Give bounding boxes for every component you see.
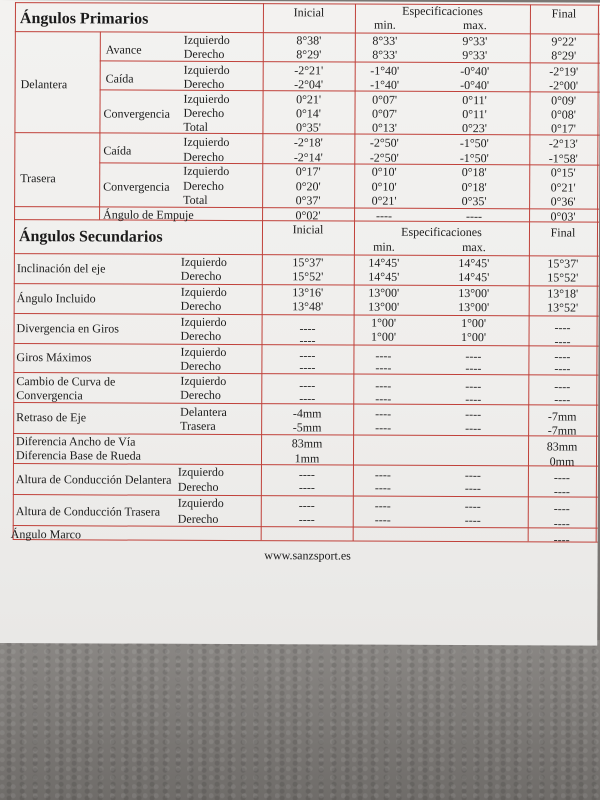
sub-label: Derecho [180,298,222,313]
cell-final: 0°15' [550,165,576,180]
sub-label: Derecho [183,46,225,61]
cell-final: 0°08' [550,107,577,122]
cell-final: -1°58' [548,151,578,166]
cell-final: -7mm [547,409,577,424]
cell-final: ---- [553,470,570,485]
cell-final: -2°19' [549,64,579,79]
cell-min: 14°45' [368,255,400,270]
cell-min: 0°10' [371,179,397,194]
cell-min: ---- [374,498,391,513]
rule [13,539,598,543]
cell-min: ---- [374,512,391,527]
cell-initial: 8°29' [296,47,322,62]
sub-label: Izquierdo [183,91,230,107]
cell-initial: 0°14' [295,106,322,121]
sub-label: Izquierdo [183,32,230,48]
label-cambio-2: Convergencia [16,388,83,403]
cell-final: 15°37' [547,256,579,271]
cell-max: 0°11' [462,93,487,108]
cell-initial: 15°37' [292,255,324,270]
cell-initial: -5mm [292,420,322,435]
primary-angles-title: Ángulos Primarios [19,10,149,28]
label-altura-trasera: Altura de Conducción Trasera [15,504,161,519]
cell-final: ---- [554,361,571,376]
cell-final: 13°52' [547,300,579,315]
sub-label: Izquierdo [177,464,224,479]
sub-label: Izquierdo [180,373,227,388]
cell-max: 9°33' [462,34,488,49]
cell-min: 1°00' [371,315,397,330]
cell-initial: 13°16' [292,285,324,300]
cell-min: 14°45' [368,269,400,284]
cell-max: ---- [465,379,482,394]
cell-min: ---- [374,480,391,495]
cell-final: 0°21' [550,180,576,195]
sub-label: Izquierdo [183,163,230,179]
cell-initial: 8°38' [296,33,322,48]
cell-initial: ---- [299,333,316,348]
floor-background [0,640,600,800]
sub-label: Derecho [180,387,221,402]
cell-initial: ---- [298,512,315,527]
cell-initial: 0°35' [295,120,321,135]
sub-label: Derecho [183,149,224,164]
cell-initial: ---- [299,360,316,375]
group-delantera: Delantera [20,77,68,92]
cell-max: 13°00' [458,286,490,301]
cell-final: ---- [553,532,570,547]
cell-initial: 15°52' [292,269,324,284]
cell-min: 0°07' [372,92,398,107]
cell-max: ---- [465,349,482,364]
col-max-header: max. [463,18,487,33]
sub-label: Derecho [180,358,222,373]
cell-max: 1°00' [461,316,487,331]
sub-label: Izquierdo [183,134,230,150]
cell-final: -2°00' [549,78,579,93]
cell-final: 0°17' [550,121,576,136]
cell-max: 0°11' [462,107,487,122]
cell-min: 1°00' [371,329,397,344]
col-specs-header: Especificaciones [402,3,483,19]
cell-final: 0°03' [550,209,576,224]
label-retraso: Retraso de Eje [16,410,87,425]
cell-initial: ---- [299,378,316,393]
sub-label: Derecho [183,178,224,193]
label-ancho: Diferencia Ancho de Vía [16,434,136,449]
label-marco: Ángulo Marco [10,527,82,542]
sub-label: Izquierdo [177,495,224,510]
cell-max: ---- [465,361,482,376]
cell-initial: 0°20' [295,179,321,194]
cell-final: ---- [554,349,571,364]
cell-max: -0°40' [460,78,490,93]
col-final-header: Final [551,6,577,21]
label-empuje: Ángulo de Empuje [103,207,194,222]
cell-min: 0°21' [371,193,397,208]
cell-min: ---- [375,348,392,363]
sub-label: Izquierdo [180,314,227,329]
cell-max: -0°40' [460,64,490,79]
cell-min: ---- [375,391,392,406]
cell-min: 8°33' [372,47,398,62]
cell-initial: ---- [298,480,315,495]
col-specs-header: Especificaciones [401,224,482,240]
cell-max: ---- [464,481,481,496]
cell-min: ---- [374,467,391,482]
sub-label: Total [183,119,208,134]
group-trasera: Trasera [20,171,56,186]
cell-max: ---- [464,499,481,514]
cell-final: -7mm [547,423,577,438]
cell-initial: 0°17' [295,164,321,179]
label-caida-front: Caída [105,71,134,86]
cell-initial: 0°37' [295,193,321,208]
cell-final: 0mm [549,454,575,469]
cell-min: 0°10' [371,164,397,179]
cell-max: ---- [465,407,482,422]
sub-label: Trasera [180,418,216,433]
cell-min: 0°07' [371,106,398,121]
label-base: Diferencia Base de Rueda [15,448,141,463]
sub-label: Derecho [180,328,222,343]
cell-min: -1°40' [370,63,400,78]
label-divergencia: Divergencia en Giros [16,321,120,336]
cell-final: ---- [554,334,571,349]
cell-final: 13°18' [547,286,579,301]
label-altura-delantera: Altura de Conducción Delantera [15,472,172,487]
sub-label: Derecho [183,76,225,91]
cell-min: ---- [375,420,392,435]
cell-max: 14°45' [458,256,490,271]
sub-label: Izquierdo [180,254,227,269]
cell-initial: -2°21' [294,63,324,78]
cell-min: 13°00' [368,299,400,314]
cell-min: -2°50' [369,150,399,165]
cell-final: ---- [553,484,570,499]
cell-max: 0°35' [461,194,487,209]
label-convergencia-rear: Convergencia [103,179,170,194]
label-caida-rear: Caída [103,143,132,158]
cell-final: 8°29' [551,48,577,63]
col-final-header: Final [550,225,576,240]
cell-initial: ---- [299,391,316,406]
label-cambio-1: Cambio de Curva de [16,374,116,389]
cell-final: 9°22' [551,34,577,49]
cell-max: ---- [464,468,481,483]
cell-initial: 13°48' [292,299,324,314]
cell-final: ---- [554,392,571,407]
sub-label: Derecho [177,511,219,526]
col-min-header: min. [374,17,396,32]
cell-final: ---- [553,516,570,531]
footer-url: www.sanzsport.es [264,548,351,563]
cell-initial: 83mm [291,436,323,451]
label-giros: Giros Máximos [16,350,92,365]
cell-initial: -2°18' [293,135,323,150]
cell-min: ---- [375,406,392,421]
cell-initial: 0°21' [296,92,322,107]
cell-initial: -2°14' [293,150,323,165]
sub-label: Derecho [183,105,225,120]
sub-label: Total [183,192,208,207]
cell-max: 0°18' [461,180,487,195]
cell-max: 13°00' [458,300,490,315]
label-convergencia-front: Convergencia [103,106,170,121]
cell-max: ---- [465,421,482,436]
cell-final: -2°13' [548,136,578,151]
sub-label: Derecho [180,268,222,283]
cell-min: ---- [376,208,393,223]
sub-label: Delantera [180,404,227,419]
cell-final: ---- [553,501,570,516]
cell-min: 13°00' [368,285,400,300]
cell-initial: -4mm [292,406,322,421]
sub-label: Izquierdo [183,62,230,78]
sub-label: Izquierdo [180,284,227,299]
col-initial-header: Inicial [293,5,325,20]
cell-initial: ---- [299,348,316,363]
cell-initial: ---- [298,498,315,513]
cell-max: 1°00' [461,330,487,345]
cell-final: 0°09' [551,93,577,108]
cell-max: ---- [464,513,481,528]
cell-min: -2°50' [369,135,399,150]
cell-initial: 0°02' [295,208,321,223]
cell-max: 0°18' [461,165,487,180]
cell-initial: 1mm [294,451,320,466]
cell-max: 9°33' [462,48,488,63]
cell-initial: ---- [298,467,315,482]
cell-initial: ---- [299,321,316,336]
cell-min: ---- [375,378,392,393]
col-initial-header: Inicial [292,222,324,237]
cell-final: 83mm [546,439,578,454]
label-incluido: Ángulo Incluido [16,291,96,306]
cell-min: -1°40' [370,77,400,92]
cell-max: ---- [465,392,482,407]
sub-label: Izquierdo [180,344,227,359]
cell-max: ---- [466,209,483,224]
col-max-header: max. [462,240,486,255]
rule [99,31,101,219]
cell-max: -1°50' [459,136,489,151]
cell-min: 8°33' [372,33,398,48]
col-min-header: min. [373,239,395,254]
cell-max: 14°45' [458,270,490,285]
cell-final: 0°36' [550,194,576,209]
label-inclinacion: Inclinación del eje [16,261,106,276]
cell-final: 15°52' [547,270,579,285]
secondary-angles-title: Ángulos Secundarios [18,228,163,246]
cell-initial: -2°04' [294,77,324,92]
sub-label: Derecho [177,479,219,494]
cell-min: 0°13' [371,120,397,135]
label-avance: Avance [105,42,142,57]
cell-max: -1°50' [459,151,489,166]
cell-final: ---- [554,320,571,335]
cell-final: ---- [554,379,571,394]
cell-min: ---- [375,360,392,375]
cell-max: 0°23' [461,121,487,136]
